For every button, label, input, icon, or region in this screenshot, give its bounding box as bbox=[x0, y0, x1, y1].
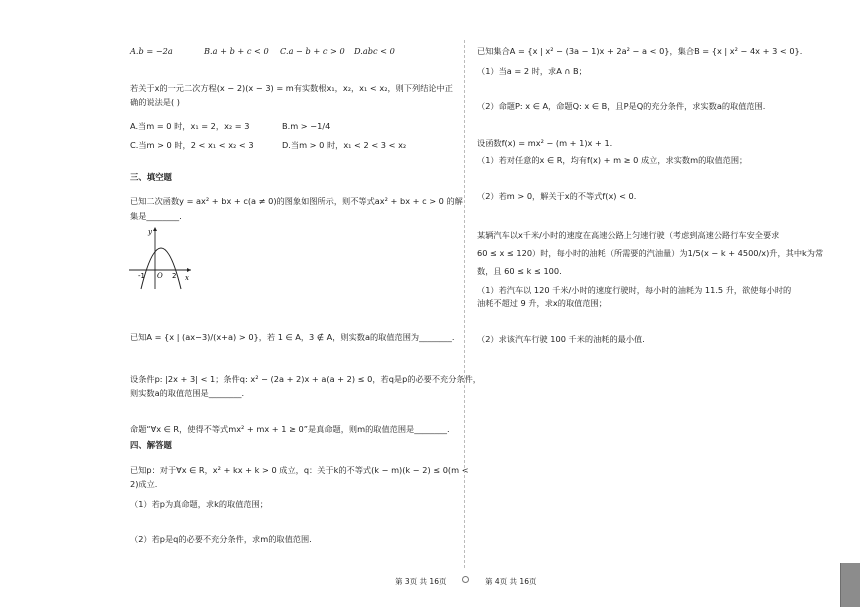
tick-label-neg1: -1 bbox=[138, 272, 145, 280]
car-question-part1: （1）若汽车以 120 千米/小时的速度行驶时，每小时的油耗为 11.5 升，欲使每小时的 bbox=[477, 285, 792, 295]
fill-question-3: 设条件p: |2x + 3| < 1；条件q: x² − (2a + 2)x + a(a + 2) ≤ 0，若q是p的必要不充分条件， bbox=[130, 374, 481, 384]
tick-label-2: 2 bbox=[172, 272, 177, 280]
car-question: 某辆汽车以x千米/小时的速度在高速公路上匀速行驶（考虑到高速公路行车安全要求 bbox=[477, 230, 780, 240]
origin-label: O bbox=[157, 272, 163, 280]
column-divider bbox=[464, 40, 465, 568]
car-question-cont2: 数，且 60 ≤ k ≤ 100. bbox=[477, 266, 562, 276]
section-heading-fill-in: 三、填空题 bbox=[130, 172, 172, 182]
answer-question-1-cont: 2)成立. bbox=[130, 479, 158, 489]
fill-question-1-cont: 集是________. bbox=[130, 211, 182, 221]
section-heading-answer: 四、解答题 bbox=[130, 440, 172, 450]
option-c: C.当m > 0 时，2 < x₁ < x₂ < 3 bbox=[130, 140, 254, 150]
y-axis-label: y bbox=[148, 228, 152, 236]
car-question-part1-cont: 油耗不超过 9 升，求x的取值范围； bbox=[477, 298, 607, 308]
option-a: A.当m = 0 时，x₁ = 2，x₂ = 3 bbox=[130, 121, 250, 131]
x-axis-label: x bbox=[185, 274, 189, 282]
question-stem: 若关于x的一元二次方程(x − 2)(x − 3) = m有实数根x₁，x₂，x₁ < x₂，则下列结论中正 bbox=[130, 83, 453, 93]
page-number-right: 第 4页 共 16页 bbox=[485, 577, 537, 586]
question-stem-cont: 确的说法是( ) bbox=[130, 97, 180, 107]
option-c: C.a − b + c > 0 bbox=[280, 46, 345, 56]
sets-question-part2: （2）命题P: x ∈ A，命题Q: x ∈ B，且P是Q的充分条件，求实数a的取值范围. bbox=[477, 101, 766, 111]
car-question-cont: 60 ≤ x ≤ 120）时，每小时的油耗（所需要的汽油量）为1/5(x − k + 4500/x)升，其中k为常 bbox=[477, 248, 824, 258]
answer-question-1-part2: （2）若p是q的必要不充分条件，求m的取值范围. bbox=[130, 534, 312, 544]
function-question-part1: （1）若对任意的x ∈ R，均有f(x) + m ≥ 0 成立，求实数m的取值范围； bbox=[477, 155, 748, 165]
scrollbar-thumb[interactable] bbox=[840, 563, 860, 607]
fill-question-2: 已知A = {x | (ax−3)/(x+a) > 0}，若 1 ∈ A，3 ∉ A，则实数a的取值范围为________. bbox=[130, 332, 455, 342]
car-question-part2: （2）求该汽车行驶 100 千米的油耗的最小值. bbox=[477, 334, 645, 344]
option-b: B.m > −1/4 bbox=[282, 121, 331, 131]
function-question: 设函数f(x) = mx² − (m + 1)x + 1. bbox=[477, 138, 613, 148]
fill-question-4: 命题“∀x ∈ R，使得不等式mx² + mx + 1 ≥ 0”是真命题，则m的取值范围是________. bbox=[130, 424, 450, 434]
answer-question-1: 已知p：对于∀x ∈ R，x² + kx + k > 0 成立，q：关于k的不等式(k − m)(k − 2) ≤ 0(m < bbox=[130, 465, 469, 475]
sets-question-part1: （1）当a = 2 时，求A ∩ B； bbox=[477, 66, 587, 76]
parabola-curve bbox=[141, 248, 181, 289]
option-d: D.当m > 0 时，x₁ < 2 < 3 < x₂ bbox=[282, 140, 407, 150]
page-separator-icon bbox=[462, 576, 469, 583]
option-d: D.abc < 0 bbox=[354, 46, 395, 56]
page-number-left: 第 3页 共 16页 bbox=[395, 577, 447, 586]
y-axis-arrow bbox=[153, 227, 157, 231]
fill-question-1: 已知二次函数y = ax² + bx + c(a ≠ 0)的图象如图所示，则不等式ax² + bx + c > 0 的解 bbox=[130, 196, 463, 206]
sets-question: 已知集合A = {x | x² − (3a − 1)x + 2a² − a < 0}，集合B = {x | x² − 4x + 3 < 0}. bbox=[477, 46, 803, 56]
function-question-part2: （2）若m > 0，解关于x的不等式f(x) < 0. bbox=[477, 191, 637, 201]
option-b: B.a + b + c < 0 bbox=[204, 46, 269, 56]
x-axis-arrow bbox=[187, 268, 191, 272]
answer-question-1-part1: （1）若p为真命题，求k的取值范围； bbox=[130, 499, 268, 509]
parabola-graph bbox=[127, 225, 195, 291]
option-a: A.b = −2a bbox=[130, 46, 173, 56]
fill-question-3-cont: 则实数a的取值范围是________. bbox=[130, 388, 245, 398]
